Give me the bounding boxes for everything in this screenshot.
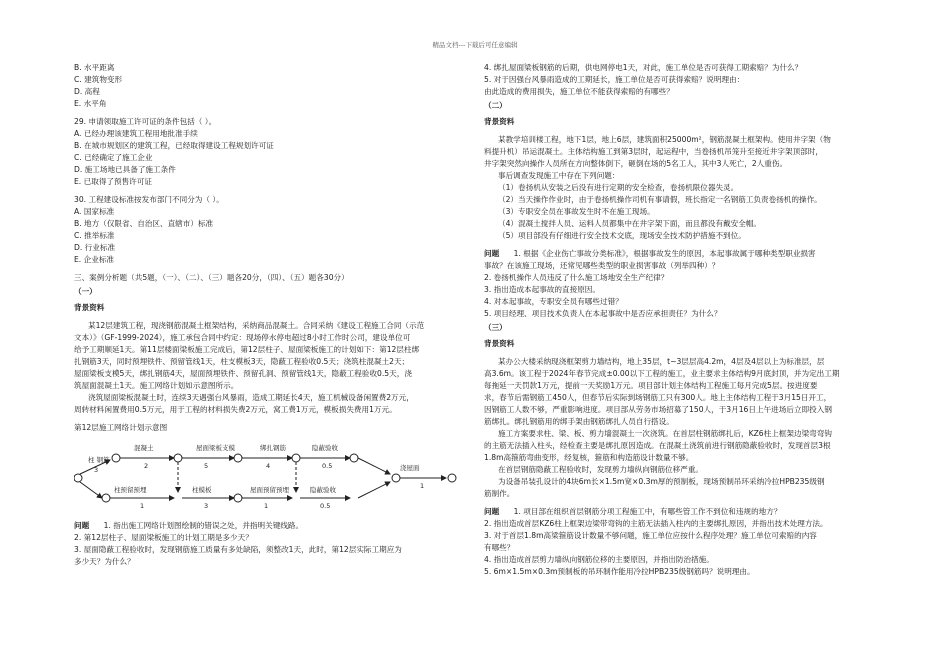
case-text-line: 施工方案要求柱、梁、板、剪力墙混凝土一次浇筑。在首层柱钢筋绑扎后，KZ6柱上框架边梁弯弯钩: [498, 429, 832, 438]
case-number: （一）: [74, 287, 97, 296]
case-text-line: 事后调查发现施工中存在下列问题：: [498, 171, 620, 180]
option-line: C. 已经确定了施工企业: [74, 153, 153, 162]
case-text-line: （5）项目部没有仔细进行安全技术交底，现场安全技术防护措施不到位。: [498, 231, 746, 240]
case-text-line: 浇筑屋面梁板混凝土时，连续3天遇强台风暴雨，造成工期延长4天，施工机械设备闲置费2万元，: [88, 393, 414, 402]
question-line: 3. 指出造成本起事故的直接原因。: [484, 285, 600, 294]
case-text-line: 高3.6m。该工程于2024年春节完成±0.00以下工程的施工，业主要求主体结构9月底封顶，并为定出工期: [484, 369, 840, 378]
activity-label: 屋面预留预埋: [250, 486, 289, 494]
duration-label: 5: [204, 462, 209, 470]
option-line: D. 施工场地已具备了施工条件: [74, 165, 176, 174]
questions-label: 问题: [484, 249, 500, 258]
duration-label: 1: [140, 502, 145, 510]
option-line: D. 行业标准: [74, 243, 116, 252]
activity-label: 柱 钢筋: [88, 456, 110, 464]
question-line: 2. 指出造成首层KZ6柱上框架边梁带弯钩的主筋无法插入柱内的主要绑扎原因，并指出技术处理方法。: [484, 519, 828, 528]
option-line: C. 推举标准: [74, 231, 115, 240]
case-text-line: 某教学培训楼工程，地下1层，地上6层，建筑面积25000m²，钢筋混凝土框架构。使用井字架（物: [498, 135, 831, 144]
question-line: 由此造成的费用损失，施工单位不能获得索赔的有哪些？: [484, 87, 674, 96]
section-heading: 三、案例分析题（共5题，（一）、（二）、（三）题各20分，（四）、（五）题各30分）: [74, 273, 349, 282]
question-line: 1. 项目部在组织首层钢筋分项工程施工中，有哪些管工作不到位和违规的地方？: [513, 507, 782, 516]
option-line: B. 在城市规划区的建筑工程，已经取得建设工程规划许可证: [74, 141, 274, 150]
duration-label: 0.5: [322, 462, 333, 470]
question-line: 3. 对于首层1.8m高梁箍筋设计数量不够问题，施工单位应按什么程序处理？施工单位可索赔的内容: [484, 531, 817, 540]
case-text-line: 给予工期顺延1天。第11层楼面梁板施工完成后，第12层柱子、屋面梁板施工的计划如下：第12层柱绑: [74, 345, 420, 354]
case-text-line: （1）卷扬机从安装之后没有进行定期的安全检查，卷扬机限位器失灵。: [498, 183, 739, 192]
question-line: 有哪些？: [484, 543, 515, 552]
question-line: 5. 项目经理、项目技术负责人在本起事故中是否应承担责任？为什么？: [484, 309, 722, 318]
activity-label: 隐蔽验收: [310, 486, 336, 494]
option-line: A. 已经办理该建筑工程用地批准手续: [74, 129, 198, 138]
case-text-line: 某12层建筑工程，现浇钢筋混凝土框架结构，采纳商品混凝土。合同采纳《建设工程施工合同（示范: [88, 321, 425, 330]
option-line: D. 高程: [74, 87, 100, 96]
activity-label: 隐蔽验收: [312, 444, 338, 452]
case-text-line: 井字架突然向操作人员所在方向整体倒下，砸倒在场的5名工人，其中3人死亡，2人重伤。: [484, 159, 788, 168]
case-number: （三）: [484, 323, 507, 332]
case-text-line: 在首层钢筋隐蔽工程验收时，发现剪力墙纵向钢筋位移严重。: [498, 465, 704, 474]
activity-label: 混凝土: [134, 444, 154, 452]
questions-label: 问题: [74, 521, 90, 530]
option-line: B. 地方（仅限省、自治区、直辖市）标准: [74, 219, 214, 228]
case-text-line: 为设备吊装孔设计的4块6m长×1.5m宽×0.3m厚的预制板，现场预制吊环采纳冷拉HPB235级钢: [498, 477, 825, 486]
duration-label: 1: [264, 502, 269, 510]
option-line: A. 国家标准: [74, 207, 115, 216]
option-line: B. 水平距离: [74, 63, 115, 72]
question-line: 5. 对于因强台风暴雨造成的工期延长，施工单位是否可获得索赔？说明理由：: [484, 75, 745, 84]
duration-label: 4: [266, 462, 271, 470]
question-line: 事故？在该施工现场，还常见哪些类型的职业损害事故（列举四种）？: [484, 261, 720, 270]
option-line: E. 水平角: [74, 99, 107, 108]
page-header: 精品文档---下载后可任意编辑: [432, 41, 518, 49]
option-line: E. 已取得了预售许可证: [74, 177, 152, 186]
right-column: [484, 62, 872, 578]
question-line: 3. 屋面隐蔽工程验收时，发现钢筋施工质量有多处缺陷，须整改1天，此时，第12层实际工期应为: [74, 545, 402, 554]
left-column: [74, 62, 474, 568]
case-text-line: 筋制作。: [484, 489, 515, 498]
case-text-line: 周转材料闲置费用0.5万元，用于工程的材料损失费2万元，窝工费1万元，模板损失费用1万元。: [74, 405, 397, 414]
questions-label: 问题: [484, 507, 500, 516]
diagram-title: 第12层施工网络计划示意图: [74, 423, 168, 432]
duration-label: 3: [204, 502, 209, 510]
duration-label: 2: [144, 462, 149, 470]
case-text-line: 屋面梁板支模5天，绑扎钢筋4天，屋面预埋铁件、预留孔洞、预留管线1天，隐蔽工程验收0.5天，浇: [74, 369, 412, 378]
activity-label: 浇屋面: [400, 464, 420, 472]
activity-label: 屋面梁板支模: [196, 444, 235, 452]
option-line: E. 企业标准: [74, 255, 115, 264]
question-line: 1. 根据《企业伤亡事故分类标准》，根据事故发生的原因，本起事故属于哪种类型职业损害: [513, 249, 816, 258]
case-text-line: 求，春节后需钢筋工450人，但春节后实际到场钢筋工只有300人。地上主体结构工程于3月15日开工，: [484, 393, 832, 402]
question-29: 29. 申请领取施工许可证的条件包括（ ）。: [74, 117, 217, 126]
question-line: 5. 6m×1.5m×0.3m预制板的吊环制作能用冷拉HPB235级钢筋吗？说明理由。: [484, 567, 755, 576]
duration-label: 1: [420, 482, 425, 490]
background-label: 背景资料: [484, 117, 515, 126]
duration-label: 3: [94, 466, 99, 474]
case-text-line: 每拖延一天罚款1万元，提前一天奖励1万元。项目部计划主体结构工程施工每月完成5层。按进度要: [484, 381, 818, 390]
case-text-line: 的主筋无法插入柱头，经检查主要是绑扎原因造成。在混凝土浇筑前进行钢筋隐蔽验收时，发现首层3根: [484, 441, 831, 450]
case-text-line: 筋绑扎。绑扎钢筋用的绑手架由钢筋绑扎人员自行搭设。: [484, 417, 674, 426]
case-text-line: 料提升机）吊运混凝土。主体结构施工到第3层时，起运程中，当卷扬机吊笼升至接近井字架顶部时，: [484, 147, 823, 156]
case-text-line: 文本）》（GF-1999-2024），施工承包合同中约定：现场停水停电超过8小时工作时公司，建设单位可: [74, 333, 411, 342]
activity-label: 柱预留预埋: [114, 486, 147, 494]
duration-label: 0.5: [320, 502, 331, 510]
activity-label: 柱模板: [192, 486, 212, 494]
case-text-line: （2）当天操作作业时，由于卷扬机操作司机有事请假，班长指定一名钢筋工负责卷扬机的操作。: [498, 195, 822, 204]
background-label: 背景资料: [484, 339, 515, 348]
question-line: 4. 对本起事故，专职安全员有哪些过错？: [484, 297, 623, 306]
question-line: 2. 卷扬机操作人员违反了什么施工场地安全生产纪律？: [484, 273, 669, 282]
question-line: 2. 第12层柱子、屋面梁板施工的计划工期是多少天？: [74, 533, 253, 542]
question-line: 1. 指出施工网络计划图绘制的错误之处，并指明关键线路。: [103, 521, 304, 530]
case-number: （二）: [484, 101, 507, 110]
background-label: 背景资料: [74, 303, 105, 312]
case-text-line: 扎钢筋3天，同时预埋铁件、预留管线1天，柱支模板3天，隐蔽工程验收0.5天；浇筑柱混凝土2天；: [74, 357, 410, 366]
option-line: C. 建筑物变形: [74, 75, 123, 84]
question-30: 30. 工程建设标准按发布部门不同分为（ ）。: [74, 195, 224, 204]
question-line: 4. 绑扎屋面梁板钢筋的后期，供电网停电1天，对此，施工单位是否可获得工期索赔？为什么？: [484, 63, 803, 72]
case-text-line: （4）混凝土搅拌人员、运料人员都集中在井字架下面，而且都没有戴安全帽。: [498, 219, 762, 228]
case-text-line: 1.8m高箍筋弯曲变形，经复核，箍筋和构造筋设计数量不够。: [484, 453, 694, 462]
question-line: 4. 指出造成首层剪力墙纵向钢筋位移的主要原因，并指出防治措施。: [484, 555, 714, 564]
case-text-line: 某办公大楼采纳现浇框架剪力墙结构，地上35层，t~3层层高4.2m，4层及4层以上为标准层，层: [498, 357, 825, 366]
case-text-line: 因钢筋工人数不够，严重影响进度。项目部从劳务市场招募了150人，于3月16日上午进场后立即投入钢: [484, 405, 832, 414]
activity-label: 绑扎钢筋: [260, 444, 286, 452]
case-text-line: （3）专职安全员在事故发生时不在施工现场。: [498, 207, 655, 216]
network-diagram: [74, 436, 474, 514]
case-text-line: 筑屋面混凝土1天。施工网络计划如示意图所示。: [74, 381, 239, 390]
question-line: 多少天？为什么？: [74, 557, 135, 566]
